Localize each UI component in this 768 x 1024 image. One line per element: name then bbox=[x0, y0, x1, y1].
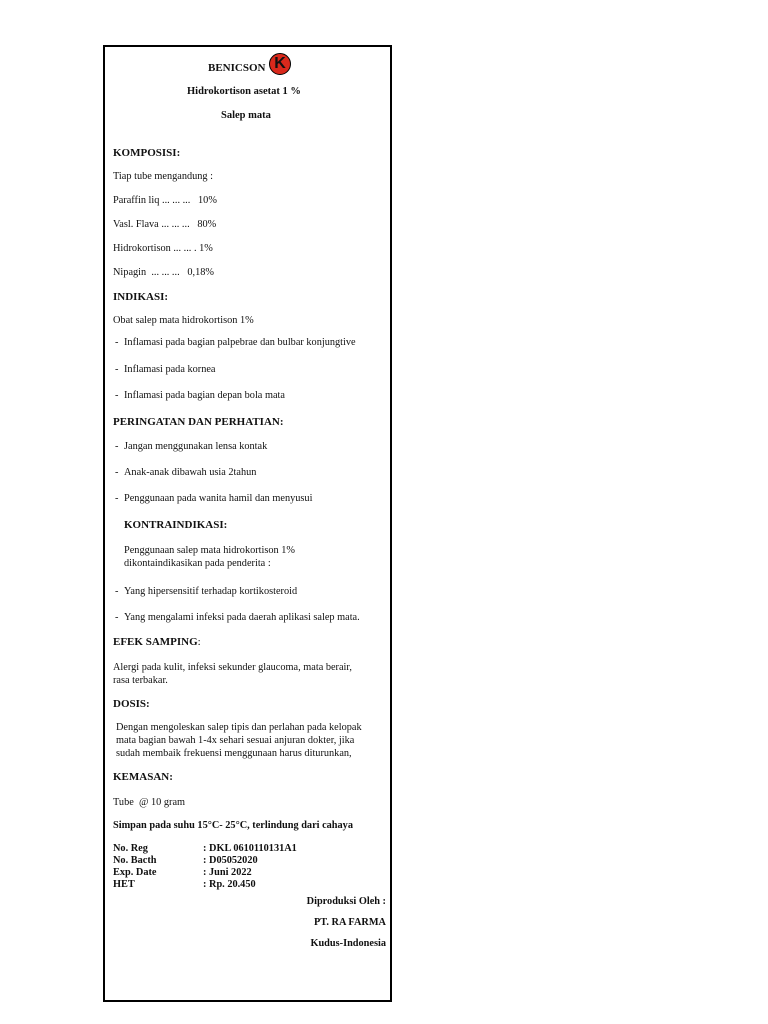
brand-logo-letter: K bbox=[274, 55, 286, 72]
registration-label: Exp. Date bbox=[113, 867, 157, 878]
product-name: Hidrokortison asetat 1 % bbox=[187, 86, 301, 97]
kontraindikasi-intro-line: dikontaindikasikan pada penderita : bbox=[124, 558, 271, 569]
peringatan-heading: PERINGATAN DAN PERHATIAN: bbox=[113, 416, 284, 428]
komposisi-item: Paraffin liq ... ... ... 10% bbox=[113, 195, 217, 206]
product-form: Salep mata bbox=[221, 110, 271, 121]
efek-samping-line: rasa terbakar. bbox=[113, 675, 168, 686]
indikasi-item: Inflamasi pada bagian depan bola mata bbox=[124, 390, 285, 401]
efek-samping-heading: EFEK SAMPING bbox=[113, 636, 198, 648]
komposisi-heading: KOMPOSISI: bbox=[113, 147, 181, 159]
indikasi-item: Inflamasi pada bagian palpebrae dan bulbar konjungtive bbox=[124, 337, 356, 348]
registration-label: HET bbox=[113, 879, 135, 890]
peringatan-item: Jangan menggunakan lensa kontak bbox=[124, 441, 268, 452]
dosis-line: sudah membaik frekuensi menggunaan harus diturunkan, bbox=[116, 748, 352, 759]
peringatan-item: Anak-anak dibawah usia 2tahun bbox=[124, 467, 257, 478]
kontraindikasi-item: Yang hipersensitif terhadap kortikosteroid bbox=[124, 586, 298, 597]
indikasi-heading: INDIKASI: bbox=[113, 291, 169, 303]
indikasi-bullet: - bbox=[115, 390, 119, 401]
kontraindikasi-bullet: - bbox=[115, 612, 119, 623]
komposisi-intro: Tiap tube mengandung : bbox=[113, 171, 214, 182]
kemasan-text: Tube @ 10 gram bbox=[113, 797, 186, 808]
kontraindikasi-heading: KONTRAINDIKASI: bbox=[124, 519, 228, 531]
indikasi-bullet: - bbox=[115, 364, 119, 375]
kemasan-heading: KEMASAN: bbox=[113, 771, 173, 783]
registration-label: No. Bacth bbox=[113, 855, 157, 866]
dosis-heading: DOSIS: bbox=[113, 698, 150, 710]
storage-instruction: Simpan pada suhu 15°C- 25°C, terlindung dari cahaya bbox=[113, 820, 353, 831]
indikasi-bullet: - bbox=[115, 337, 119, 348]
brand-logo bbox=[269, 53, 291, 75]
manufacturer-name: PT. RA FARMA bbox=[314, 917, 386, 928]
kontraindikasi-intro-line: Penggunaan salep mata hidrokortison 1% bbox=[124, 545, 296, 556]
registration-value: : D05052020 bbox=[203, 855, 258, 866]
manufacturer-location: Kudus-Indonesia bbox=[310, 938, 386, 949]
registration-label: No. Reg bbox=[113, 843, 148, 854]
efek-samping-heading-row bbox=[113, 636, 201, 649]
dosis-line: mata bagian bawah 1-4x sehari sesuai anjuran dokter, jika bbox=[116, 735, 355, 746]
efek-samping-line: Alergi pada kulit, infeksi sekunder glaucoma, mata berair, bbox=[113, 662, 353, 673]
produced-by-label: Diproduksi Oleh : bbox=[306, 896, 386, 907]
komposisi-item: Hidrokortison ... ... . 1% bbox=[113, 243, 213, 254]
kontraindikasi-bullet: - bbox=[115, 586, 119, 597]
peringatan-bullet: - bbox=[115, 467, 119, 478]
registration-value: : Rp. 20.450 bbox=[203, 879, 256, 890]
komposisi-item: Nipagin ... ... ... 0,18% bbox=[113, 267, 214, 278]
peringatan-bullet: - bbox=[115, 493, 119, 504]
peringatan-item: Penggunaan pada wanita hamil dan menyusui bbox=[124, 493, 313, 504]
brand-name: BENICSON bbox=[208, 62, 266, 74]
indikasi-intro: Obat salep mata hidrokortison 1% bbox=[113, 315, 254, 326]
registration-value: : DKL 0610110131A1 bbox=[203, 843, 297, 854]
dosis-line: Dengan mengoleskan salep tipis dan perlahan pada kelopak bbox=[116, 722, 362, 733]
peringatan-bullet: - bbox=[115, 441, 119, 452]
kontraindikasi-item: Yang mengalami infeksi pada daerah aplikasi salep mata. bbox=[124, 612, 360, 623]
registration-value: : Juni 2022 bbox=[203, 867, 252, 878]
efek-samping-heading-colon: : bbox=[197, 636, 201, 648]
indikasi-item: Inflamasi pada kornea bbox=[124, 364, 216, 375]
komposisi-item: Vasl. Flava ... ... ... 80% bbox=[113, 219, 217, 230]
